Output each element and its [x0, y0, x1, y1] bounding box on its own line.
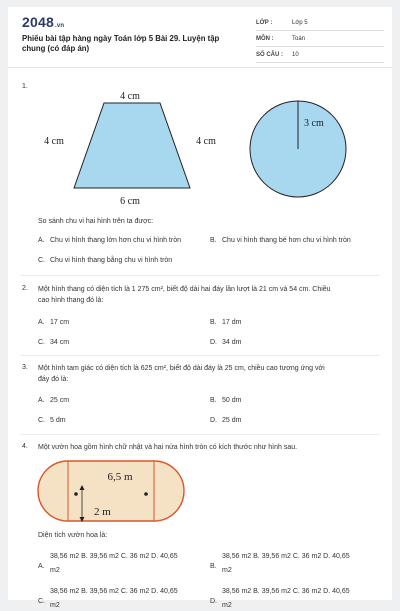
- question-divider: [20, 275, 380, 276]
- question-text: Một vườn hoa gồm hình chữ nhật và hai nửa hình tròn có kích thước như hình sau.: [38, 444, 298, 451]
- answer-option-a[interactable]: A. Chu vi hình thang lớn hơn chu vi hình tròn: [38, 237, 181, 244]
- question-number: 3.: [22, 364, 28, 371]
- question-text: Một hình thang có diện tích là 1 275 cm², biết độ dài hai đáy lần lượt là 21 cm và 54 cm. Chiều cao hình thang đó là:: [38, 286, 331, 304]
- answer-option-a[interactable]: A. 38,56 m2 B. 39,56 m2 C. 36 m2 D. 40,65 m2: [38, 553, 178, 574]
- circle-radius-label: 3 cm: [304, 118, 324, 129]
- meta-class: LỚP : Lớp 5: [256, 18, 384, 31]
- answer-option-c[interactable]: C. Chu vi hình thang bằng chu vi hình tròn: [38, 257, 173, 264]
- trapezoid-top-label: 4 cm: [120, 91, 140, 102]
- worksheet-meta: [256, 18, 384, 66]
- left-center-dot: [74, 492, 78, 496]
- question-number: 1.: [22, 83, 28, 90]
- garden-figure: [36, 457, 236, 527]
- meta-subject: MÔN : Toán: [256, 34, 384, 47]
- answer-option-d[interactable]: D. 25 dm: [210, 417, 242, 424]
- garden-length-label: 6,5 m: [107, 471, 133, 483]
- question-number: 4.: [22, 443, 28, 450]
- question-text: Diện tích vườn hoa là:: [38, 532, 108, 539]
- garden-shape: [38, 461, 184, 521]
- question-text: Một hình tam giác có diện tích là 625 cm², biết độ dài đáy là 25 cm, chiều cao tương ứng với đáy đó là:: [38, 365, 325, 383]
- trapezoid-right-label: 4 cm: [196, 136, 216, 147]
- trapezoid-shape: [74, 103, 190, 188]
- answer-option-a[interactable]: A. 25 cm: [38, 397, 70, 404]
- trapezoid-left-label: 4 cm: [44, 136, 64, 147]
- answer-option-d[interactable]: D. 34 dm: [210, 339, 242, 346]
- question-text: So sánh chu vi hai hình trên ta được:: [38, 218, 154, 225]
- worksheet-page: [8, 7, 392, 609]
- answer-option-c[interactable]: C. 5 dm: [38, 417, 66, 424]
- answer-option-c[interactable]: C. 38,56 m2 B. 39,56 m2 C. 36 m2 D. 40,65 m2: [38, 588, 178, 609]
- site-logo[interactable]: 2048.vn: [22, 14, 65, 30]
- worksheet-title: Phiếu bài tập hàng ngày Toán lớp 5 Bài 29. Luyện tập chung (có đáp án): [22, 34, 220, 53]
- question-number: 2.: [22, 285, 28, 292]
- answer-option-b[interactable]: B. 17 dm: [210, 319, 242, 326]
- answer-option-b[interactable]: B. 50 dm: [210, 397, 242, 404]
- question-divider: [20, 434, 380, 435]
- meta-question-count: SỐ CÂU : 10: [256, 50, 384, 63]
- answer-option-b[interactable]: B. 38,56 m2 B. 39,56 m2 C. 36 m2 D. 40,65 m2: [210, 553, 350, 574]
- answer-option-b[interactable]: B. Chu vi hình thang bé hơn chu vi hình tròn: [210, 237, 351, 244]
- answer-option-c[interactable]: C. 34 cm: [38, 339, 70, 346]
- trapezoid-circle-figure: [8, 81, 392, 211]
- answer-option-a[interactable]: A. 17 cm: [38, 319, 70, 326]
- right-center-dot: [144, 492, 148, 496]
- answer-option-d[interactable]: D. 38,56 m2 B. 39,56 m2 C. 36 m2 D. 40,65 m2: [210, 588, 350, 609]
- trapezoid-bottom-label: 6 cm: [120, 196, 140, 207]
- garden-height-label: 2 m: [94, 506, 111, 518]
- question-divider: [20, 355, 380, 356]
- worksheet-header: [8, 7, 392, 68]
